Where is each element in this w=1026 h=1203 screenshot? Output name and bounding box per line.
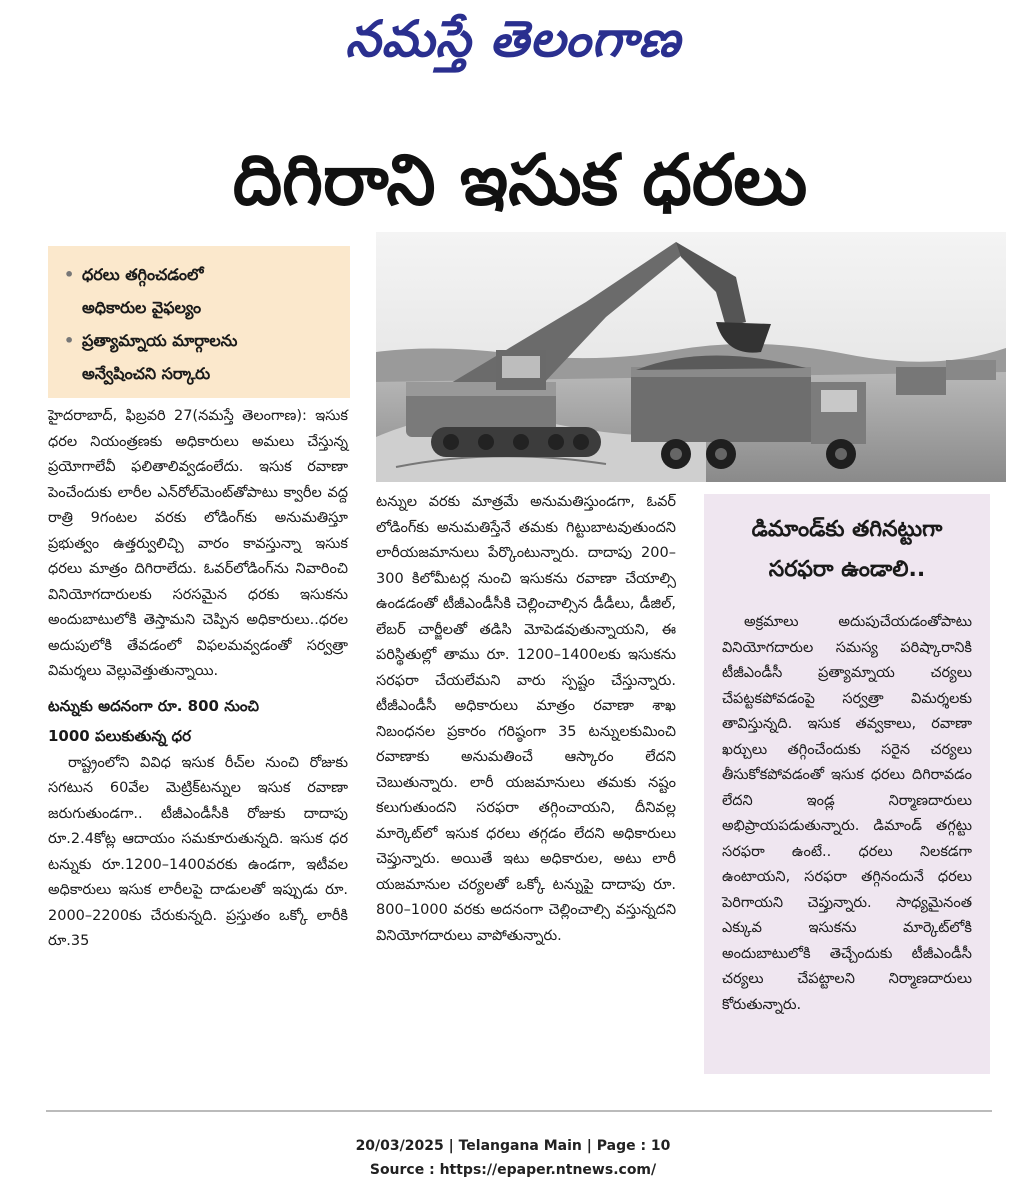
article-paragraph: రాష్ట్రంలోని వివిధ ఇసుక రీచ్‌ల నుంచి రోజుకు సగటున 60వేల మెట్రిక్‌టన్నుల ఇసుక రవాణా జరుగుతుండగా.. టీజీఎండీసీకి రోజుకు దాదాపు రూ.2.4కోట్ల ఆదాయం సమకూరుతున్నది. ఇసుక ధర టన్నుకు రూ.1200–1400వరకు ఉండగా, ఇటీవల అధికారులు ఇసుక లారీలపై దాడులతో ఇప్పుడు రూ. 2000–2200కు చేరుకున్నది. ప్రస్తుతం ఒక్కో లారీకి రూ.35 (48, 754, 348, 949)
highlight-line: ధరలు తగ్గించడంలో (82, 265, 204, 284)
column-2 (376, 490, 676, 949)
sidebar-body (704, 590, 990, 1018)
sidebar-box (704, 494, 990, 1074)
column-1 (48, 404, 348, 955)
highlight-line: అన్వేషించని సర్కారు (82, 364, 211, 383)
highlight-line: అధికారుల వైఫల్యం (82, 298, 202, 317)
masthead: నమస్తే తెలంగాణ (345, 10, 681, 68)
article-paragraph: హైదరాబాద్, ఫిబ్రవరి 27(నమస్తే తెలంగాణ): ఇసుక ధరల నియంత్రణకు అధికారులు అమలు చేస్తున్న ప్రయోగాలేవీ ఫలితాలివ్వడంలేదు. ఇసుక రవాణా పెంచేందుకు లారీల ఎన్‌రోల్‌మెంట్‌తోపాటు క్వారీల వద్ద రాత్రి 9గంటల వరకు లోడింగ్‌కు అనుమతిస్తూ ప్రభుత్వం ఉత్తర్వులిచ్చి వారం కావస్తున్నా ఇసుక ధరలు మాత్రం దిగిరాలేదు. ఓవర్‌లోడింగ్‌ను నివారించి వినియోగదారులకు సరసమైన ధరకు ఇసుకను అందుబాటులోకి తెస్తామని చెప్పిన అధికారులు..ధరల అదుపులోకి తేవడంలో విఫలమవ్వడంతో సర్వత్రా విమర్శలు వెల్లువెత్తుతున్నాయి. (48, 408, 348, 679)
subheading (48, 691, 348, 751)
footer-date-page: 20/03/2025 | Telangana Main | Page : 10 (355, 1138, 671, 1154)
article-paragraph: టన్నుల వరకు మాత్రమే అనుమతిస్తుండగా, ఓవర్ లోడింగ్‌కు అనుమతిస్తేనే తమకు గిట్టుబాటవుతుందని లారీయజమానులు పేర్కొంటున్నారు. దాదాపు 200–300 కిలోమీటర్ల నుంచి ఇసుకను రవాణా చేయాల్సి ఉండడంతో టీజీఎండీసీకి చెల్లించాల్సిన డీడీలు, డీజిల్, లేబర్ చార్జీలతో తడిసి మోపెడవుతున్నాయని, ఈ పరిస్థితుల్లో తాము రూ. 1200–1400లకు ఇసుకను సరఫరా చేయలేమని వారు స్పష్టం చేస్తున్నారు. టీజీఎండీసీ అధికారులు మాత్రం రవాణా శాఖ నిబంధనల ప్రకారం గరిష్ఠంగా 35 టన్నులకుమించి రవాణాకు అనుమతించే ఆస్కారం లేదని చెబుతున్నారు. లారీ యజమానులు తమకు నష్టం కలుగుతుందని సరఫరా తగ్గించాయని, దీనివల్ల మార్కెట్‌లో ఇసుక ధరలు తగ్గడం లేదని అధికారులు చెప్తున్నారు. అయితే ఇటు అధికారుల, అటు లారీ యజమానుల చర్యలతో ఒక్కో టన్నుపై దాదాపు రూ. 800–1000 వరకు అదనంగా చెల్లించాల్సి వస్తున్నదని వినియోగదారులు వాపోతున్నారు. (376, 494, 676, 944)
footer-source: Source : https://epaper.ntnews.com/ (369, 1162, 657, 1178)
bullet-icon: • (64, 265, 75, 284)
divider (46, 1110, 992, 1112)
subheading-line: 1000 పలుకుతున్న ధర (48, 726, 192, 745)
sidebar-paragraph: అక్రమాలు అదుపుచేయడంతోపాటు వినియోగదారుల సమస్య పరిష్కారానికి టీజీఎండీసీ ప్రత్యామ్నాయ చర్యలు చేపట్టకపోవడంపై సర్వత్రా విమర్శలకు తావిస్తున్నది. ఇసుక తవ్వకాలు, రవాణా ఖర్చులు తగ్గించేందుకు సరైన చర్యలు తీసుకోకపోవడంతో ఇసుక ధరలు దిగిరావడం లేదని ఇండ్ల నిర్మాణదారులు అభిప్రాయపడుతున్నారు. డిమాండ్ తగ్గట్టు సరఫరా ఉంటే.. ధరలు నిలకడగా ఉంటాయని, సరఫరా తగ్గినందునే ధరలు పెరిగాయని చెప్తున్నారు. సాధ్యమైనంత ఎక్కువ ఇసుకను మార్కెట్‌లోకి అందుబాటులోకి తెచ్చేందుకు టీజీఎండీసీ చర్యలు చేపట్టాలని నిర్మాణదారులు కోరుతున్నారు. (722, 614, 972, 1013)
photo-illustration (376, 232, 1006, 482)
headline: దిగిరాని ఇసుక ధరలు (232, 139, 808, 221)
subheading-line: టన్నుకు అదనంగా రూ. 800 నుంచి (48, 696, 260, 715)
sidebar-title (704, 494, 990, 590)
sidebar-title-line: డిమాండ్‌కు తగినట్టుగా (751, 517, 943, 542)
highlights-box (48, 246, 350, 398)
sidebar-title-line: సరఫరా ఉండాలి.. (768, 557, 926, 582)
bullet-icon: • (64, 331, 75, 350)
excavator-truck-photo (376, 232, 1006, 482)
highlight-line: ప్రత్యామ్నాయ మార్గాలను (82, 331, 238, 350)
highlight-item (64, 324, 340, 390)
highlight-item (64, 258, 340, 324)
